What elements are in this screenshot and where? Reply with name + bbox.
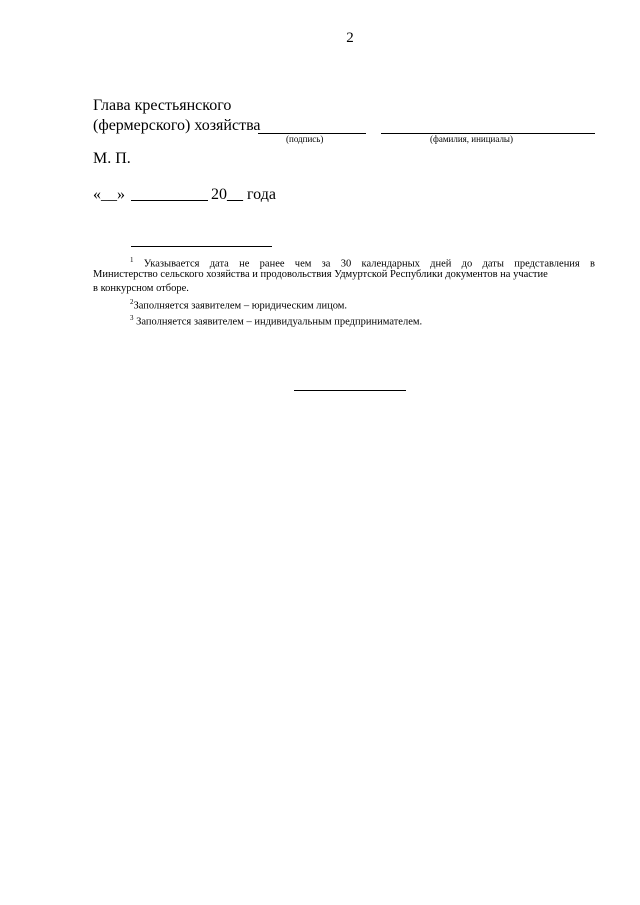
date-open-quote: « <box>93 186 101 203</box>
footnote-1-text-line1: Указывается дата не ранее чем за 30 календарных дней до даты представления в <box>143 258 595 270</box>
footnote-3 <box>130 312 422 329</box>
footnote-2 <box>130 296 347 313</box>
signature-caption: (подпись) <box>286 134 324 144</box>
footnote-1-line3: в конкурсном отборе. <box>93 283 189 294</box>
signature-title-line2: (фермерского) хозяйства <box>93 117 261 134</box>
name-caption: (фамилия, инициалы) <box>430 134 513 144</box>
date-month-blank-line <box>131 200 208 201</box>
date-year <box>211 185 276 205</box>
footnote-3-marker: 3 <box>130 314 134 322</box>
date-day-blank: __ <box>101 186 117 203</box>
footnote-3-text: Заполняется заявителем – индивидуальным предпринимателем. <box>136 316 423 328</box>
date-year-blank: __ <box>227 186 243 203</box>
footnote-2-text: Заполняется заявителем – юридическим лицом. <box>133 300 348 312</box>
footnote-separator <box>131 246 272 247</box>
date-year-prefix: 20 <box>211 186 227 203</box>
footnote-1-line2: Министерство сельского хозяйства и продовольствия Удмуртской Республики документов на участие <box>93 269 548 280</box>
date-close-quote: » <box>117 186 125 203</box>
footnote-1-marker: 1 <box>130 256 134 264</box>
stamp-label: М. П. <box>93 150 131 167</box>
date-suffix: года <box>247 186 276 203</box>
page-number: 2 <box>346 30 354 46</box>
footnote-2-marker: 2 <box>130 298 134 306</box>
signature-title-line1: Глава крестьянского <box>93 97 232 114</box>
date-line <box>93 185 125 205</box>
end-of-document-line <box>294 390 406 391</box>
